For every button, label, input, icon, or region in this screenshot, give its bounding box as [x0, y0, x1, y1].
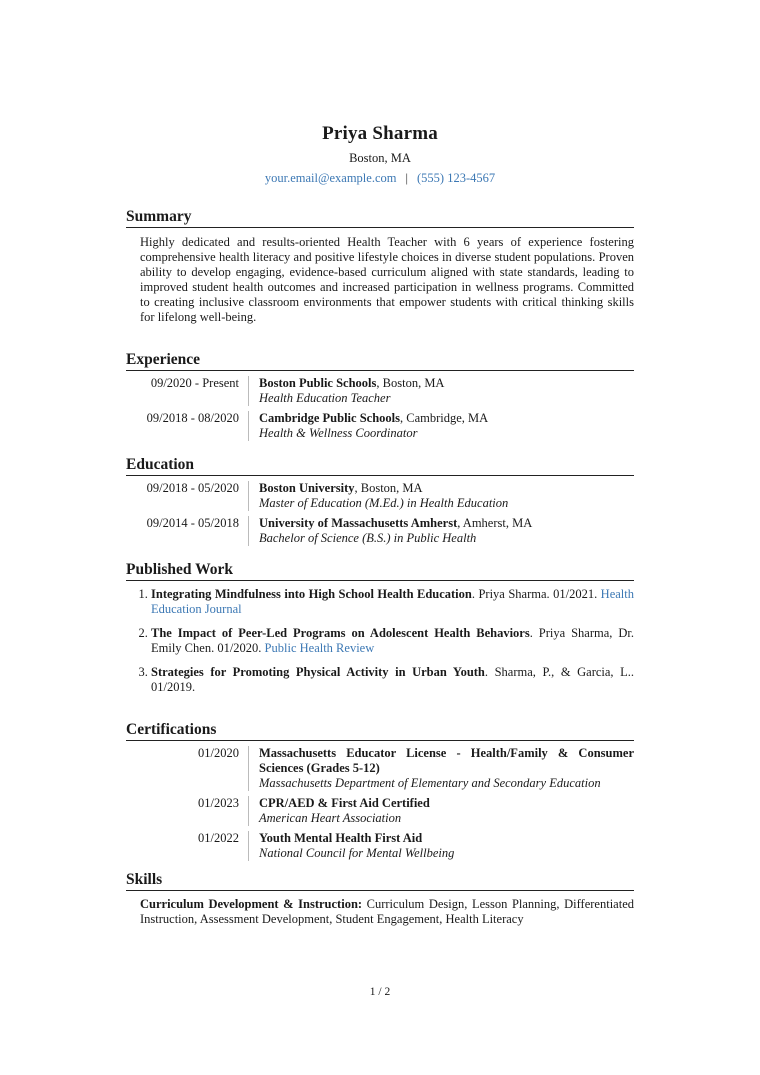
- skills-section: [126, 871, 634, 927]
- certification-entry: [126, 746, 634, 791]
- certification-name: Youth Mental Health First Aid: [259, 831, 423, 845]
- publication-title: The Impact of Peer-Led Programs on Adolescent Health Behaviors: [151, 626, 530, 640]
- employer-name: Boston Public Schools: [259, 376, 377, 390]
- publication-details: . Priya Sharma, Dr. Emily Chen. 01/2020.: [151, 626, 634, 655]
- publication-item: [151, 626, 634, 656]
- certification-date: 01/2023: [198, 796, 239, 810]
- section-title: Published Work: [126, 561, 634, 581]
- certification-date: 01/2020: [198, 746, 239, 760]
- candidate-location: Boston, MA: [349, 151, 411, 165]
- section-title: Education: [126, 456, 634, 476]
- certification-issuer: American Heart Association: [259, 811, 402, 825]
- publication-item: [151, 665, 634, 695]
- skills-text: [126, 897, 634, 927]
- publication-title: Strategies for Promoting Physical Activity in Urban Youth: [151, 665, 485, 679]
- degree: Bachelor of Science (B.S.) in Public Health: [259, 531, 477, 545]
- education-entry: [126, 481, 634, 511]
- degree: Master of Education (M.Ed.) in Health Education: [259, 496, 509, 510]
- certification-name: Massachusetts Educator License - Health/Family & Consumer Sciences (Grades 5-12): [259, 746, 634, 775]
- certification-issuer: Massachusetts Department of Elementary and Secondary Education: [259, 776, 601, 790]
- section-title: Summary: [126, 208, 634, 228]
- institution-name: Boston University: [259, 481, 355, 495]
- institution-name: University of Massachusetts Amherst: [259, 516, 458, 530]
- candidate-name: Priya Sharma: [322, 123, 438, 144]
- certifications-section: [126, 721, 634, 861]
- publication-item: [151, 587, 634, 617]
- resume-header: [0, 123, 760, 186]
- entry-dates: 09/2018 - 05/2020: [146, 481, 239, 495]
- publication-details: . Sharma, P., & Garcia, L.. 01/2019.: [151, 665, 634, 694]
- page-number: 1 / 2: [369, 986, 391, 998]
- certification-date: 01/2022: [198, 831, 239, 845]
- summary-text: Highly dedicated and results-oriented Health Teacher with 6 years of experience fostering comprehensive health literacy and positive lifestyle choices in diverse student populations. Proven ability to develop engaging, evidence-based curriculum aligned with state standards, leading to improved student health outcomes and increased participation in wellness programs. Committed to creating inclusive classroom environments that empower students with critical thinking skills for lifelong well-being.: [140, 235, 634, 324]
- publication-list: [126, 587, 634, 695]
- section-title: Certifications: [126, 721, 634, 741]
- employer-location: , Cambridge, MA: [400, 411, 489, 425]
- certification-name: CPR/AED & First Aid Certified: [259, 796, 430, 810]
- certification-issuer: National Council for Mental Wellbeing: [259, 846, 455, 860]
- institution-location: , Amherst, MA: [457, 516, 533, 530]
- education-section: [126, 456, 634, 546]
- contact-line: [0, 171, 760, 186]
- email-link[interactable]: your.email@example.com: [264, 171, 397, 185]
- certification-entry: [126, 831, 634, 861]
- education-entry: [126, 516, 634, 546]
- job-role: Health Education Teacher: [259, 391, 391, 405]
- entry-dates: 09/2018 - 08/2020: [146, 411, 239, 425]
- experience-entry: [126, 411, 634, 441]
- entry-dates: 09/2014 - 05/2018: [146, 516, 239, 530]
- publication-title: Integrating Mindfulness into High School Health Education: [151, 587, 472, 601]
- entry-dates: 09/2020 - Present: [150, 376, 239, 390]
- summary-section: [126, 208, 634, 325]
- certification-entry: [126, 796, 634, 826]
- publications-section: [126, 561, 634, 704]
- skill-list: Curriculum Design, Lesson Planning, Differentiated Instruction, Assessment Development, Student Engagement, Health Literacy: [140, 897, 634, 926]
- phone-link[interactable]: (555) 123-4567: [417, 171, 496, 185]
- publication-details: . Priya Sharma. 01/2021.: [471, 587, 601, 601]
- employer-name: Cambridge Public Schools: [259, 411, 400, 425]
- experience-section: [126, 351, 634, 441]
- skill-category: Curriculum Development & Instruction:: [140, 897, 363, 911]
- experience-entry: [126, 376, 634, 406]
- publication-venue-link[interactable]: Public Health Review: [264, 641, 375, 655]
- job-role: Health & Wellness Coordinator: [259, 426, 418, 440]
- institution-location: , Boston, MA: [354, 481, 423, 495]
- publication-venue-link[interactable]: Health Education Journal: [151, 587, 634, 616]
- contact-separator: |: [405, 171, 408, 185]
- section-title: Experience: [126, 351, 634, 371]
- section-title: Skills: [126, 871, 634, 891]
- employer-location: , Boston, MA: [376, 376, 445, 390]
